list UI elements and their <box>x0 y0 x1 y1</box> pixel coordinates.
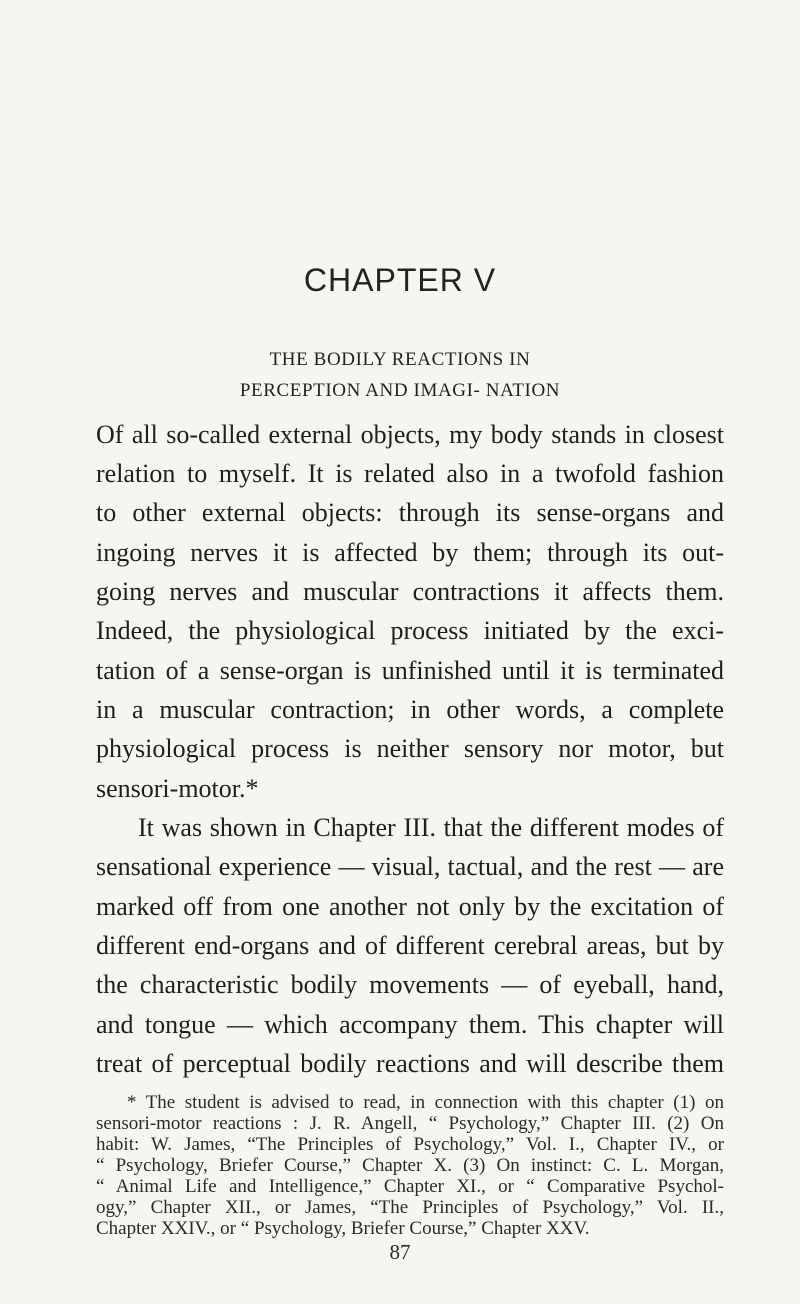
chapter-subtitle: THE BODILY REACTIONS IN PERCEPTION AND IMAGI- NATION <box>239 349 561 401</box>
body-line-11: It was shown in Chapter III. that the different modes of <box>138 813 724 842</box>
footnote-line-6: ogy,” Chapter XII., or James, “The Principles of Psychology,” Vol. II., <box>96 1197 724 1218</box>
body-line-8: in a muscular contraction; in other words, a complete <box>96 695 724 724</box>
footnote-line-4: “ Psychology, Briefer Course,” Chapter X. (3) On instinct: C. L. Morgan, <box>96 1155 724 1176</box>
body-line-9: physiological process is neither sensory nor motor, but <box>96 734 724 763</box>
body-line-7: tation of a sense-organ is unfinished until it is terminated <box>96 656 724 685</box>
body-line-12: sensational experience — visual, tactual, and the rest — are <box>96 852 724 881</box>
body-line-13: marked off from one another not only by the excitation of <box>96 892 724 921</box>
body-line-1: Of all so-called external objects, my body stands in closest <box>96 420 724 449</box>
body-line-15: the characteristic bodily movements — of eyeball, hand, <box>96 970 724 999</box>
footnote-line-1: * The student is advised to read, in connection with this chapter (1) on <box>127 1092 724 1113</box>
body-line-14: different end-organs and of different cerebral areas, but by <box>96 931 724 960</box>
footnote-line-5: “ Animal Life and Intelligence,” Chapter XI., or “ Comparative Psychol- <box>96 1176 724 1197</box>
body-line-16: and tongue — which accompany them. This chapter will <box>96 1010 724 1039</box>
body-line-2: relation to myself. It is related also in a twofold fashion <box>96 459 724 488</box>
body-line-10: sensori-motor.* <box>96 774 259 803</box>
body-line-4: ingoing nerves it is affected by them; through its out- <box>96 538 724 567</box>
body-line-5: going nerves and muscular contractions it affects them. <box>96 577 724 606</box>
footnote-line-2: sensori-motor reactions : J. R. Angell, “ Psychology,” Chapter III. (2) On <box>96 1113 724 1134</box>
page-number: 87 <box>389 1240 411 1264</box>
chapter-title: CHAPTER V <box>303 262 497 298</box>
footnote-line-3: habit: W. James, “The Principles of Psychology,” Vol. I., Chapter IV., or <box>96 1134 724 1155</box>
body-line-3: to other external objects: through its sense-organs and <box>96 498 724 527</box>
body-line-6: Indeed, the physiological process initiated by the exci- <box>96 616 724 645</box>
footnote-line-7: Chapter XXIV., or “ Psychology, Briefer Course,” Chapter XXV. <box>96 1218 590 1239</box>
body-line-17: treat of perceptual bodily reactions and will describe them <box>96 1049 724 1078</box>
